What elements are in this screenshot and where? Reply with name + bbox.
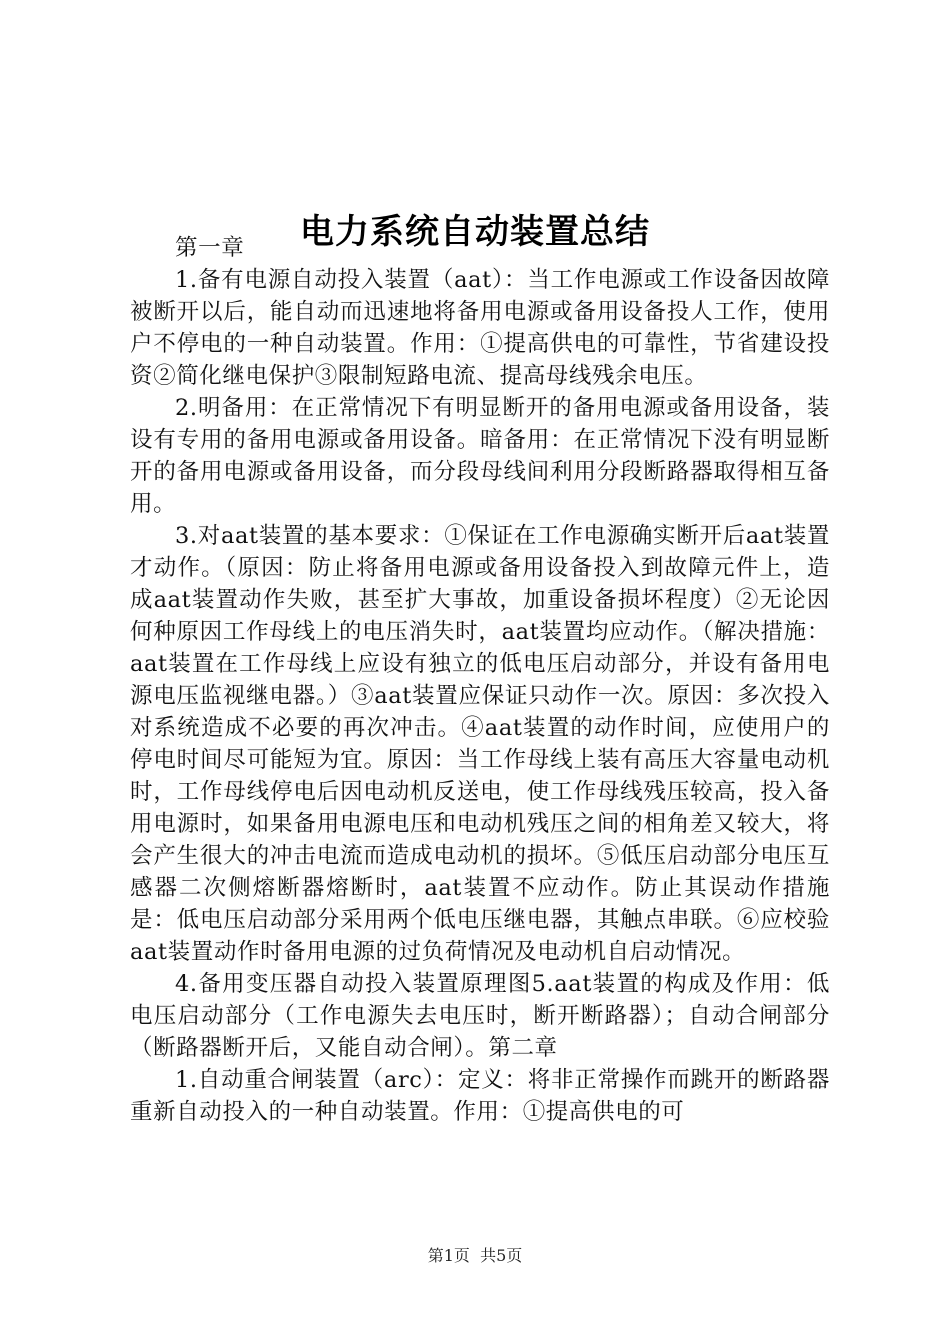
paragraph-aat-structure: 4.备用变压器自动投入装置原理图5.aat装置的构成及作用：低电压启动部分（工作电源失去电压时，断开断路器）；自动合闸部分（断路器断开后，又能自动合闸）。第二章 — [130, 971, 830, 1061]
document-title: 电力系统自动装置总结 — [300, 211, 650, 252]
paragraph-arc-definition: 1.自动重合闸装置（arc）：定义：将非正常操作而跳开的断路器重新自动投入的一种自动装置。作用：①提高供电的可 — [130, 1067, 830, 1125]
paragraph-aat-requirements: 3.对aat装置的基本要求：①保证在工作电源确实断开后aat装置才动作。（原因：防止将备用电源或备用设备投入到故障元件上，造成aat装置动作失败，甚至扩大事故，加重设备损坏程度）②无论因何种原因工作母线上的电压消失时，aat装置均应动作。（解决措施：aat装置在工作母线上应设有独立的低电压启动部分，并设有备用电源电压监视继电器。）③aat装置应保证只动作一次。原因：多次投入对系统造成不必要的再次冲击。④aat装置的动作时间，应使用户的停电时间尽可能短为宜。原因：当工作母线上装有高压大容量电动机时，工作母线停电后因电动机反送电，使工作母线残压较高，投入备用电源时，如果备用电源电压和电动机残压之间的相角差又较大，将会产生很大的冲击电流而造成电动机的损坏。⑤低压启动部分电压互感器二次侧熔断器熔断时，aat装置不应动作。防止其误动作措施是：低电压启动部分采用两个低电压继电器，其触点串联。⑥应校验aat装置动作时备用电源的过负荷情况及电动机自启动情况。 — [130, 523, 830, 965]
chapter-heading: 第一章 — [175, 235, 245, 261]
paragraph-backup-types: 2.明备用：在正常情况下有明显断开的备用电源或备用设备，装设有专用的备用电源或备用设备。暗备用：在正常情况下没有明显断开的备用电源或备用设备，而分段母线间利用分段断路器取得相互备用。 — [130, 395, 830, 517]
page-number-footer: 第1页 共5页 — [427, 1246, 523, 1265]
document-body — [130, 232, 830, 1128]
paragraph-aat-definition: 1.备有电源自动投入装置（aat）：当工作电源或工作设备因故障被断开以后，能自动而迅速地将备用电源或备用设备投人工作，使用户不停电的一种自动装置。作用：①提高供电的可靠性，节省建设投资②简化继电保护③限制短路电流、提高母线残余电压。 — [130, 267, 830, 389]
